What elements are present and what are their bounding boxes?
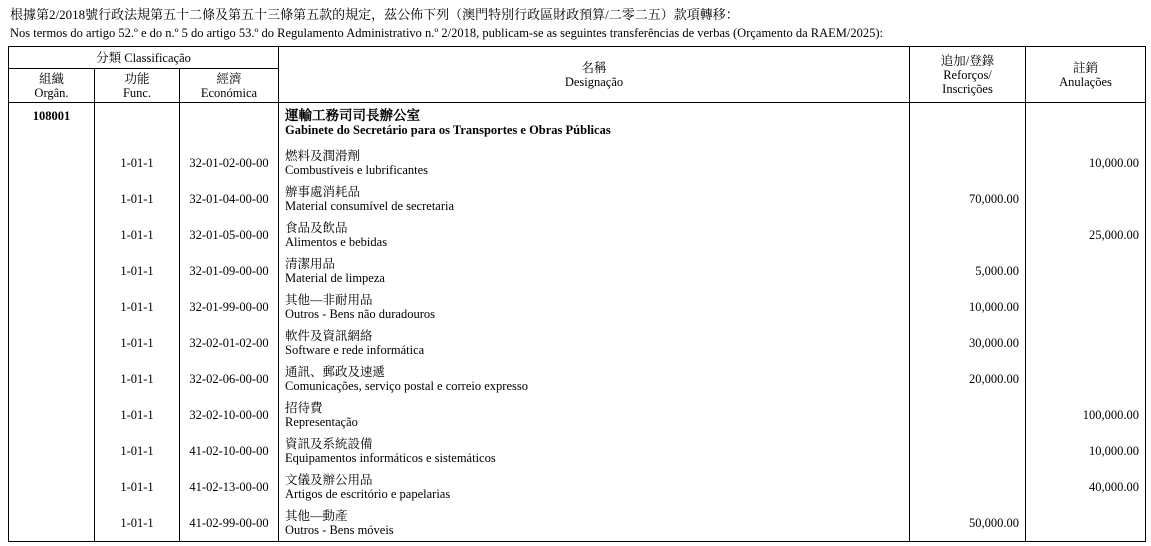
- economic-code: 32-01-99-00-00: [180, 289, 279, 325]
- reinforcement-amount: 20,000.00: [910, 361, 1026, 397]
- designation-header-pt: Designação: [564, 74, 624, 89]
- designation-zh: 清潔用品: [285, 257, 336, 271]
- classification-header: 分類 Classificação: [9, 47, 279, 69]
- designation-pt: Material de limpeza: [285, 271, 385, 285]
- organic-unit-row: [9, 103, 1146, 146]
- cancellations-header: [1026, 47, 1146, 103]
- organic-designation: [279, 103, 910, 146]
- designation-cell: [279, 289, 910, 325]
- reinforcements-header-pt2: Inscrições: [942, 81, 993, 96]
- intro-text-chinese: 根據第2/2018號行政法規第五十二條及第五十三條第五款的規定，茲公佈下列（澳門特別行政區財政預算/二零二五）款項轉移：: [10, 7, 739, 22]
- reinforcements-header-zh: 追加/登錄: [940, 53, 995, 68]
- economic-code: 32-01-04-00-00: [180, 181, 279, 217]
- cancellation-amount: [1026, 289, 1146, 325]
- designation-cell: [279, 325, 910, 361]
- organic-cell: [9, 145, 95, 181]
- functional-header-zh: 功能: [124, 71, 150, 86]
- designation-header-zh: 名稱: [581, 60, 607, 75]
- designation-cell: [279, 469, 910, 505]
- table-row: [9, 397, 1146, 433]
- designation-pt: Software e rede informática: [285, 343, 425, 357]
- reinforcement-amount: [910, 145, 1026, 181]
- organic-cell: [9, 253, 95, 289]
- table-row: [9, 145, 1146, 181]
- cancellation-amount: [1026, 361, 1146, 397]
- economic-code: 41-02-99-00-00: [180, 505, 279, 542]
- reinforcement-amount: 50,000.00: [910, 505, 1026, 542]
- reinforcement-amount: 5,000.00: [910, 253, 1026, 289]
- cancellations-header-pt: Anulações: [1059, 74, 1112, 89]
- cancellation-amount: [1026, 505, 1146, 542]
- table-row: [9, 289, 1146, 325]
- designation-zh: 資訊及系統設備: [285, 437, 373, 451]
- organic-cell: [9, 325, 95, 361]
- functional-code: 1-01-1: [95, 397, 180, 433]
- table-row: [9, 217, 1146, 253]
- functional-code: 1-01-1: [95, 433, 180, 469]
- designation-cell: [279, 145, 910, 181]
- economic-code: 32-01-09-00-00: [180, 253, 279, 289]
- cancellation-amount: [1026, 253, 1146, 289]
- organic-econ-cell: [180, 103, 279, 146]
- designation-cell: [279, 397, 910, 433]
- designation-pt: Material consumível de secretaria: [285, 199, 455, 213]
- designation-pt: Outros - Bens não duradouros: [285, 307, 435, 321]
- designation-pt: Outros - Bens móveis: [285, 523, 394, 537]
- organic-header: [9, 69, 95, 103]
- cancellation-amount: 25,000.00: [1026, 217, 1146, 253]
- reinforcement-amount: 30,000.00: [910, 325, 1026, 361]
- designation-cell: [279, 433, 910, 469]
- organic-cell: [9, 469, 95, 505]
- organic-reinforce-cell: [910, 103, 1026, 146]
- designation-pt: Alimentos e bebidas: [285, 235, 388, 249]
- designation-zh: 辦事處消耗品: [285, 185, 361, 199]
- designation-header: [279, 47, 910, 103]
- functional-header: [95, 69, 180, 103]
- economic-code: 32-01-05-00-00: [180, 217, 279, 253]
- economic-code: 32-02-01-02-00: [180, 325, 279, 361]
- organic-cell: [9, 505, 95, 542]
- organic-cell: [9, 217, 95, 253]
- organic-code: 108001: [9, 103, 95, 146]
- economic-code: 41-02-10-00-00: [180, 433, 279, 469]
- designation-cell: [279, 181, 910, 217]
- functional-header-pt: Func.: [122, 85, 152, 100]
- designation-pt: Representação: [285, 415, 358, 429]
- reinforcement-amount: [910, 217, 1026, 253]
- economic-header: [180, 69, 279, 103]
- cancellation-amount: 40,000.00: [1026, 469, 1146, 505]
- designation-pt: Combustíveis e lubrificantes: [285, 163, 429, 177]
- organic-name-zh: 運輸工務司司長辦公室: [285, 108, 420, 123]
- organic-header-pt: Orgân.: [34, 85, 69, 100]
- economic-header-pt: Económica: [200, 85, 258, 100]
- cancellation-amount: 100,000.00: [1026, 397, 1146, 433]
- table-header: [9, 47, 1146, 103]
- table-row: [9, 253, 1146, 289]
- cancellations-header-zh: 註銷: [1072, 60, 1098, 75]
- organic-name-pt: Gabinete do Secretário para os Transportes e Obras Públicas: [285, 123, 611, 137]
- functional-code: 1-01-1: [95, 361, 180, 397]
- functional-code: 1-01-1: [95, 181, 180, 217]
- economic-code: 41-02-13-00-00: [180, 469, 279, 505]
- functional-code: 1-01-1: [95, 145, 180, 181]
- functional-code: 1-01-1: [95, 289, 180, 325]
- organic-cell: [9, 397, 95, 433]
- table-row: [9, 361, 1146, 397]
- economic-code: 32-02-10-00-00: [180, 397, 279, 433]
- economic-code: 32-02-06-00-00: [180, 361, 279, 397]
- table-row: [9, 325, 1146, 361]
- cancellation-amount: 10,000.00: [1026, 433, 1146, 469]
- cancellation-amount: [1026, 325, 1146, 361]
- designation-zh: 招待費: [285, 401, 323, 415]
- designation-zh: 軟件及資訊網絡: [285, 329, 373, 343]
- reinforcement-amount: [910, 469, 1026, 505]
- designation-zh: 燃料及潤滑劑: [285, 149, 361, 163]
- designation-pt: Artigos de escritório e papelarias: [285, 487, 451, 501]
- intro-text-portuguese: Nos termos do artigo 52.º e do n.º 5 do artigo 53.º do Regulamento Administrativo n.º 2/2018, publicam-se as seguintes transferências de verbas (Orçamento da RAEM/2025):: [10, 26, 883, 40]
- reinforcements-header-pt1: Reforços/: [943, 67, 992, 82]
- functional-code: 1-01-1: [95, 505, 180, 542]
- reinforcement-amount: 10,000.00: [910, 289, 1026, 325]
- organic-cell: [9, 361, 95, 397]
- budget-transfers-table: [8, 46, 1146, 542]
- organic-cell: [9, 433, 95, 469]
- reinforcements-header: [910, 47, 1026, 103]
- designation-cell: [279, 505, 910, 542]
- table-row: [9, 469, 1146, 505]
- designation-zh: 通訊、郵政及速遞: [285, 365, 386, 379]
- designation-cell: [279, 217, 910, 253]
- designation-pt: Equipamentos informáticos e sistemáticos: [285, 451, 496, 465]
- table-row: [9, 505, 1146, 542]
- reinforcement-amount: [910, 433, 1026, 469]
- designation-cell: [279, 253, 910, 289]
- organic-cell: [9, 289, 95, 325]
- designation-zh: 食品及飲品: [285, 221, 348, 235]
- reinforcement-amount: 70,000.00: [910, 181, 1026, 217]
- organic-cancel-cell: [1026, 103, 1146, 146]
- organic-cell: [9, 181, 95, 217]
- economic-code: 32-01-02-00-00: [180, 145, 279, 181]
- organic-func-cell: [95, 103, 180, 146]
- functional-code: 1-01-1: [95, 469, 180, 505]
- organic-header-zh: 組織: [38, 71, 64, 86]
- functional-code: 1-01-1: [95, 253, 180, 289]
- designation-zh: 其他—非耐用品: [285, 293, 373, 307]
- designation-pt: Comunicações, serviço postal e correio expresso: [285, 379, 528, 393]
- reinforcement-amount: [910, 397, 1026, 433]
- economic-header-zh: 經濟: [216, 71, 242, 86]
- cancellation-amount: 10,000.00: [1026, 145, 1146, 181]
- designation-cell: [279, 361, 910, 397]
- table-row: [9, 181, 1146, 217]
- functional-code: 1-01-1: [95, 325, 180, 361]
- table-row: [9, 433, 1146, 469]
- cancellation-amount: [1026, 181, 1146, 217]
- table-body: [9, 103, 1146, 542]
- designation-zh: 其他—動產: [285, 509, 348, 523]
- designation-zh: 文儀及辦公用品: [285, 473, 373, 487]
- functional-code: 1-01-1: [95, 217, 180, 253]
